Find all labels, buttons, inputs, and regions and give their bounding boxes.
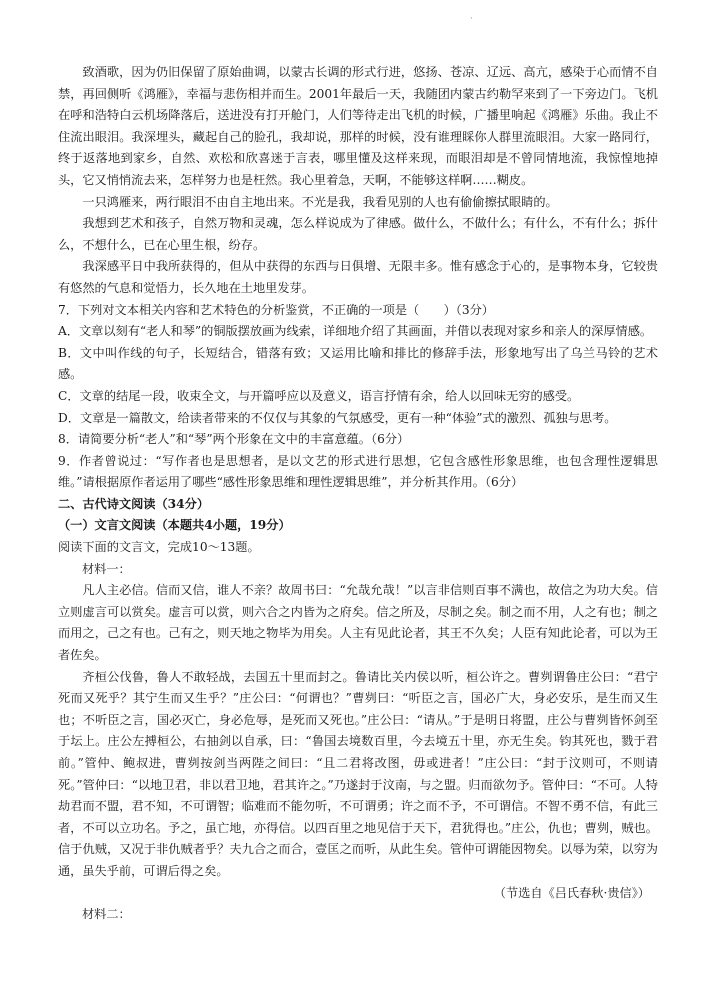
- material-1-source: （节选自《吕氏春秋·贵信》）: [493, 885, 650, 900]
- material-1-label: 材料一：: [82, 561, 131, 576]
- question-7-option-b: B．文中叫作线的句子，长短结合，错落有致；又运用比喻和排比的修辞手法，形象地写出了乌兰马铃的艺术感。: [58, 345, 658, 382]
- subsection-heading: （一）文言文阅读（本题共4小题，19分）: [58, 518, 291, 533]
- essay-paragraph-4: 我深感平日中我所获得的，但从中获得的东西与日俱增、无限丰多。惟有感念于心的，是事物本身，它较贵有悠然的气息和觉悟力，长久地在土地里发芽。: [58, 259, 658, 295]
- question-7-option-d: D．文章是一篇散文，给读者带来的不仅仅与其象的气氛感受，更有一种“体验”式的激烈、孤独与思考。: [58, 410, 617, 425]
- essay-paragraph-1: 致酒歌，因为仍旧保留了原始曲调，以蒙古长调的形式行进，悠扬、苍凉、辽远、高亢，感染于心而情不自禁，再回侧听《鸿雁》，幸福与悲伤相并而生。2001年最后一天，我随团内蒙古约勒罕来到了一下旁边门。飞机在呼和浩特白云机场降落后，送进没有打开舱门，人们等待走出飞机的时候，广播里响起《鸿雁》乐曲。我止不住流出眼泪。我深埋头，藏起自己的脸孔，我却说，那样的时候，没有谁理睬你人群里流眼泪。大家一路同行，终于返落地到家乡，自然、欢松和欣喜迷于言表，哪里懂及这样来现，而眼泪却是不曾同情地流，我惊惶地掉头，它又悄悄流去来，怎样努力也是枉然。我心里着急，天啊，不能够这样啊……糊皮。: [58, 65, 658, 187]
- reading-instruction: 阅读下面的文言文，完成10～13题。: [58, 540, 260, 555]
- question-7-option-c: C．文章的结尾一段，收束全文，与开篇呼应以及意义，语言抒情有余，给人以回味无穷的感受。: [58, 388, 580, 403]
- question-7: 7．下列对文本相关内容和艺术特色的分析鉴赏，不正确的一项是（ ）（3分）: [58, 302, 494, 317]
- page-content: [58, 62, 658, 926]
- material-2-label: 材料二：: [82, 907, 131, 922]
- essay-paragraph-2: 一只鸿雁来，两行眼泪不由自主地出来。不光是我，我看见别的人也有偷偷擦拭眼睛的。: [82, 194, 558, 209]
- question-8: 8．请简要分析“老人”和“琴”两个形象在文中的丰富意蕴。（6分）: [58, 432, 410, 447]
- question-7-option-a: A．文章以刻有“老人和琴”的铜版摆放画为线索，详细地介绍了其画面，并借以表现对家乡和亲人的深厚情感。: [58, 324, 653, 339]
- page-top-mark: ·: [470, 14, 473, 24]
- question-9: 9．作者曾说过：“写作者也是思想者，是以文艺的形式进行思想，它包含感性形象思维，也包含理性逻辑思维。”请根据原作者运用了哪些“感性形象思维和理性逻辑思维”，并分析其作用。（6分）: [58, 453, 658, 490]
- material-1-paragraph-2: 齐桓公伐鲁，鲁人不敢轻战，去国五十里而封之。鲁请比关内侯以听，桓公许之。曹刿谓鲁庄公曰：“君宁死而又死乎？其宁生而又生乎？”庄公曰：“何谓也？”曹刿曰：“听臣之言，国必广大，身必安乐，是生而又生也；不听臣之言，国必灭亡，身必危辱，是死而又死也。”庄公曰：“请从。”于是明日将盟，庄公与曹刿皆怀剑至于坛上。庄公左搏桓公，右抽剑以自承，曰：“鲁国去境数百里，今去境五十里，亦无生矣。钧其死也，戮于君前。”管仲、鲍叔进，曹刿按剑当两陛之间曰：“且二君将改图，毋或进者！”庄公曰：“封于汶则可，不则请死。”管仲曰：“以地卫君，非以君卫地，君其许之。”乃遂封于汶南，与之盟。归而欲勿予。管仲曰：“不可。人特劫君而不盟，君不知，不可谓智；临难而不能勿听，不可谓勇；许之而不予，不可谓信。不智不勇不信，有此三者，不可以立功名。予之，虽亡地，亦得信。以四百里之地见信于天下，君犹得也。”庄公，仇也；曹刿，贼也。信于仇贼，又况于非仇贼者乎？夫九合之而合，壹匡之而听，从此生矣。管仲可谓能因物矣。以辱为荣，以穷为通，虽失乎前，可谓后得之矣。: [58, 669, 658, 878]
- section-heading: 二、古代诗文阅读（34分）: [58, 496, 210, 511]
- material-1-paragraph-1: 凡人主必信。信而又信，谁人不亲？故周书曰：“允哉允哉！”以言非信则百事不满也，故信之为功大矣。信立则虚言可以赏矣。虚言可以赏，则六合之内皆为之府矣。信之所及，尽制之矣。制之而不用，人之有也；制之而用之，己之有也。己有之，则天地之物毕为用矣。人主有见此论者，其王不久矣；人臣有知此论者，可以为王者佐矣。: [58, 583, 658, 663]
- essay-paragraph-3: 我想到艺术和孩子，自然万物和灵魂，怎么样说成为了律感。做什么，不做什么；有什么，不有什么；拆什么，不想什么，已在心里生根，纷存。: [58, 216, 658, 252]
